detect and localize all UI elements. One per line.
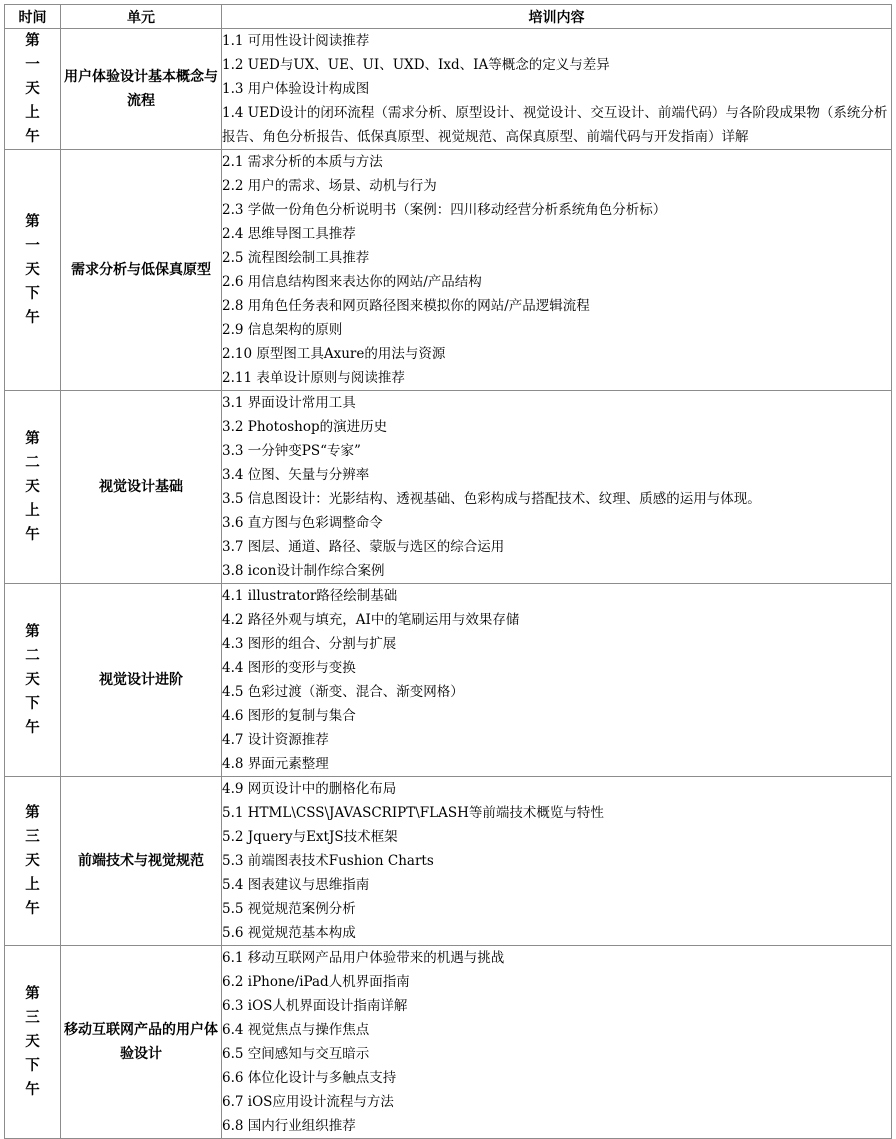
session-unit: 视觉设计基础 [61,391,222,584]
session-time-char: 第 [25,623,40,640]
content-item: 6.2 iPhone/iPad人机界面指南 [222,974,410,990]
content-item: 5.5 视觉规范案例分析 [222,901,356,917]
content-item: 2.1 需求分析的本质与方法 [222,154,383,170]
header-content: 培训内容 [222,5,892,29]
session-time-char: 上 [25,876,40,893]
content-item: 3.2 Photoshop的演进历史 [222,419,388,435]
content-item: 3.4 位图、矢量与分辨率 [222,467,370,483]
content-item: 4.4 图形的变形与变换 [222,660,356,676]
session-time-char: 天 [25,852,40,869]
header-unit: 单元 [61,5,222,29]
session-time-char: 午 [25,526,40,543]
content-item: 2.4 思维导图工具推荐 [222,226,356,242]
session-time [5,777,61,946]
session-content [222,946,892,1139]
content-item: 4.2 路径外观与填充，AI中的笔刷运用与效果存储 [222,612,520,628]
session-time-char: 下 [25,695,40,712]
content-item: 3.5 信息图设计：光影结构、透视基础、色彩构成与搭配技术、纹理、质感的运用与体现。 [222,491,761,507]
content-item: 4.3 图形的组合、分割与扩展 [222,636,397,652]
session-time-char: 午 [25,900,40,917]
session-content [222,777,892,946]
header-time: 时间 [5,5,61,29]
session-row [5,584,892,777]
content-item: 4.6 图形的复制与集合 [222,708,356,724]
session-time-char: 一 [25,56,40,73]
session-time-char: 午 [25,719,40,736]
session-time-char: 天 [25,671,40,688]
session-unit: 需求分析与低保真原型 [61,150,222,391]
session-time-char: 三 [25,1009,40,1026]
session-time-char: 午 [25,1081,40,1098]
content-item: 6.4 视觉焦点与操作焦点 [222,1022,370,1038]
content-item: 2.10 原型图工具Axure的用法与资源 [222,346,446,362]
content-item: 6.7 iOS应用设计流程与方法 [222,1094,394,1110]
content-item: 1.4 UED设计的闭环流程（需求分析、原型设计、视觉设计、交互设计、前端代码）与各阶段成果物（系统分析报告、角色分析报告、低保真原型、视觉规范、高保真原型、前端代码与开发指南）详解 [222,105,888,145]
session-unit: 移动互联网产品的用户体验设计 [61,946,222,1139]
session-time-char: 天 [25,478,40,495]
content-item: 1.3 用户体验设计构成图 [222,81,370,97]
session-time-char: 第 [25,213,40,230]
content-item: 3.8 icon设计制作综合案例 [222,563,385,579]
content-item: 5.6 视觉规范基本构成 [222,925,356,941]
session-time [5,391,61,584]
content-item: 6.6 体位化设计与多触点支持 [222,1070,397,1086]
content-item: 3.1 界面设计常用工具 [222,395,356,411]
content-item: 5.4 图表建议与思维指南 [222,877,370,893]
session-time-char: 一 [25,237,40,254]
content-item: 5.1 HTML\CSS\JAVASCRIPT\FLASH等前端技术概览与特性 [222,805,604,821]
content-item: 4.5 色彩过渡（渐变、混合、渐变网格） [222,684,464,700]
session-time [5,584,61,777]
session-time-char: 天 [25,1033,40,1050]
session-content [222,584,892,777]
content-item: 4.7 设计资源推荐 [222,732,329,748]
session-row [5,150,892,391]
training-schedule-table [4,4,892,1139]
session-row [5,946,892,1139]
content-item: 5.3 前端图表技术Fushion Charts [222,853,434,869]
content-item: 2.3 学做一份角色分析说明书（案例：四川移动经营分析系统角色分析标） [222,202,667,218]
session-content [222,150,892,391]
session-time-char: 午 [25,128,40,145]
content-item: 3.6 直方图与色彩调整命令 [222,515,383,531]
session-row [5,29,892,150]
session-unit: 用户体验设计基本概念与流程 [61,29,222,150]
content-item: 4.9 网页设计中的删格化布局 [222,781,397,797]
session-time-char: 下 [25,285,40,302]
content-item: 2.9 信息架构的原则 [222,322,343,338]
session-time [5,946,61,1139]
content-item: 2.8 用角色任务表和网页路径图来模拟你的网站/产品逻辑流程 [222,298,590,314]
session-content [222,391,892,584]
session-time-char: 二 [25,454,40,471]
content-item: 4.8 界面元素整理 [222,756,329,772]
session-unit: 视觉设计进阶 [61,584,222,777]
session-time-char: 三 [25,828,40,845]
session-time-char: 天 [25,80,40,97]
content-item: 2.11 表单设计原则与阅读推荐 [222,370,405,386]
session-time-char: 二 [25,647,40,664]
content-item: 4.1 illustrator路径绘制基础 [222,588,398,604]
content-item: 2.6 用信息结构图来表达你的网站/产品结构 [222,274,482,290]
session-time-char: 天 [25,261,40,278]
content-item: 2.5 流程图绘制工具推荐 [222,250,370,266]
schedule-body [5,29,892,1139]
session-content [222,29,892,150]
session-time-char: 午 [25,309,40,326]
content-item: 6.1 移动互联网产品用户体验带来的机遇与挑战 [222,950,505,966]
content-item: 1.2 UED与UX、UE、UI、UXD、Ixd、IA等概念的定义与差异 [222,57,610,73]
session-time-char: 下 [25,1057,40,1074]
content-item: 3.3 一分钟变PS“专家” [222,443,361,459]
content-item: 1.1 可用性设计阅读推荐 [222,33,370,49]
content-item: 6.5 空间感知与交互暗示 [222,1046,370,1062]
session-row [5,777,892,946]
content-item: 6.8 国内行业组织推荐 [222,1118,356,1134]
session-time-char: 第 [25,32,40,49]
content-item: 6.3 iOS人机界面设计指南详解 [222,998,408,1014]
session-time-char: 上 [25,104,40,121]
session-unit: 前端技术与视觉规范 [61,777,222,946]
session-time-char: 第 [25,985,40,1002]
session-time-char: 第 [25,430,40,447]
header-row [5,5,892,29]
content-item: 2.2 用户的需求、场景、动机与行为 [222,178,437,194]
session-time [5,29,61,150]
session-row [5,391,892,584]
content-item: 3.7 图层、通道、路径、蒙版与选区的综合运用 [222,539,505,555]
session-time-char: 上 [25,502,40,519]
session-time [5,150,61,391]
session-time-char: 第 [25,804,40,821]
content-item: 5.2 Jquery与ExtJS技术框架 [222,829,398,845]
